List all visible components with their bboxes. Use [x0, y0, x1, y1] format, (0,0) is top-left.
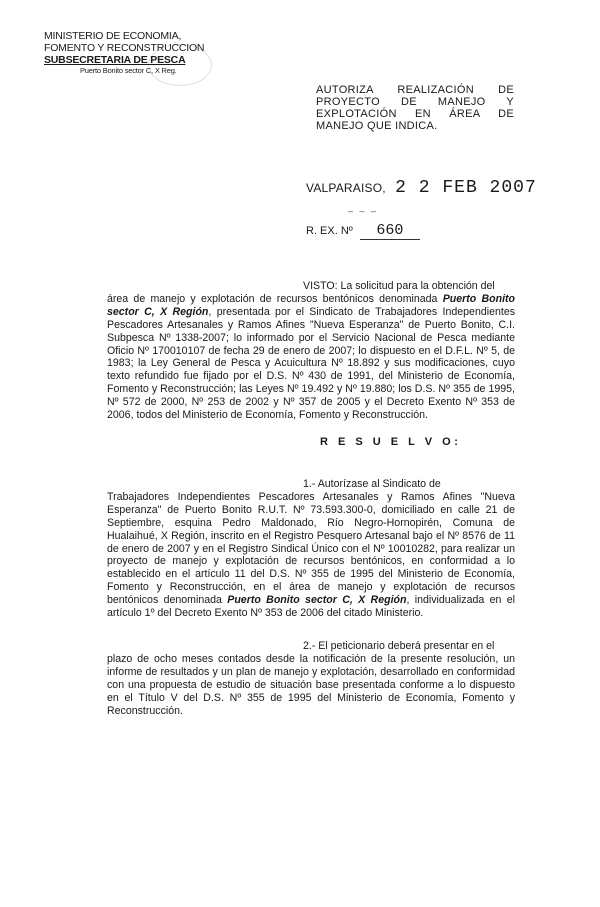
- point-2-text: plazo de ocho meses contados desde la notificación de la presente resolución, un informe de resultados y un plan de manejo y explotación, desarrollado en conformidad con una propuesta de estudio de situación base presentada conforme a lo dispuesto en el Título V del D.S. Nº 355 de 1995 del Ministerio de Economía, Fomento y Reconstrucción.: [107, 652, 515, 717]
- point-2-lead: 2.- El peticionario deberá presentar en el: [303, 640, 495, 652]
- letterhead-ministry-2: FOMENTO Y RECONSTRUCCION: [44, 42, 205, 54]
- resuelvo-heading: R E S U E L V O:: [320, 436, 462, 448]
- point-1-text-2: , individualizada en el artículo 1º del Decreto Exento Nº 353 de 2006 del citado Ministerio.: [107, 594, 515, 620]
- date-line: [306, 178, 537, 198]
- resolution-subject: AUTORIZA REALIZACIÓN DE PROYECTO DE MANEJO Y EXPLOTACIÓN EN ÁREA DE MANEJO QUE INDICA.: [316, 84, 514, 132]
- date-city: VALPARAISO,: [306, 181, 386, 195]
- letterhead-ministry: MINISTERIO DE ECONOMIA,: [44, 30, 182, 42]
- letterhead-reference: Puerto Bonito sector C, X Reg.: [80, 66, 177, 75]
- letterhead: [44, 30, 214, 75]
- point-1-text-1: Trabajadores Independientes Pescadores Artesanales y Ramos Afines "Nueva Esperanza" de Puerto Bonito R.U.T. Nº 73.593.300-0, domiciliado en calle 21 de Septiembre, esquina Pedro Maldonado, Río Negro-Hornopirén, Comuna de Hualaihué, X Región, inscrito en el Registro Pesquero Artesanal bajo el Nº 8576 de 11 de enero de 2007 y en el Registro Sindical Único con el Nº 10010282, para realizar un proyecto de manejo y explotación de recursos bentónicos, en conformidad a lo establecido en el artículo 11 del D.S. Nº 355 de 1995 del Ministerio de Economía, Fomento y Reconstrucción, en el área de manejo y explotación de recursos bentónicos denominada: [107, 490, 515, 607]
- point-1-paragraph: [107, 478, 515, 620]
- visto-paragraph: [107, 280, 515, 422]
- point-2-paragraph: [107, 640, 515, 717]
- visto-area-name: Puerto Bonito sector C, X Región: [107, 292, 516, 318]
- resolution-number-line: [306, 222, 420, 240]
- point-1-area-name: Puerto Bonito sector C, X Región: [227, 594, 407, 607]
- visto-lead: VISTO: La solicitud para la obtención del: [303, 280, 495, 292]
- point-1-lead: 1.- Autorízase al Sindicato de: [303, 478, 441, 490]
- letterhead-subsecretaria: SUBSECRETARIA DE PESCA: [44, 54, 186, 66]
- handwritten-marks: ‒ ‒ ‒: [348, 206, 379, 216]
- visto-text-2: , presentada por el Sindicato de Trabajadores Independientes Pescadores Artesanales y Ramos Afines "Nueva Esperanza" de Puerto Bonito, C.I. Subpesca Nº 1338-2007; lo informado por el Servicio Nacional de Pesca mediante Oficio Nº 170010107 de fecha 29 de enero de 2007; lo dispuesto en el D.F.L. Nº 5, de 1983; la Ley General de Pesca y Acuicultura Nº 18.892 y sus modificaciones, cuyo texto refundido fue fijado por el D.S. Nº 430 de 1991, del Ministerio de Economía, Fomento y Reconstrucción; las Leyes Nº 19.492 y Nº 19.880; los D.S. Nº 355 de 1995, Nº 572 de 2000, Nº 253 de 2002 y Nº 357 de 2005 y el Decreto Exento Nº 353 de 2006, todos del Ministerio de Economía, Fomento y Reconstrucción.: [107, 305, 516, 422]
- visto-text-1: área de manejo y explotación de recursos bentónicos denominada: [107, 292, 443, 305]
- resolution-number-label: R. EX. Nº: [306, 225, 353, 237]
- date-stamp: 2 2 FEB 2007: [395, 178, 537, 198]
- resolution-number: 660: [360, 222, 420, 240]
